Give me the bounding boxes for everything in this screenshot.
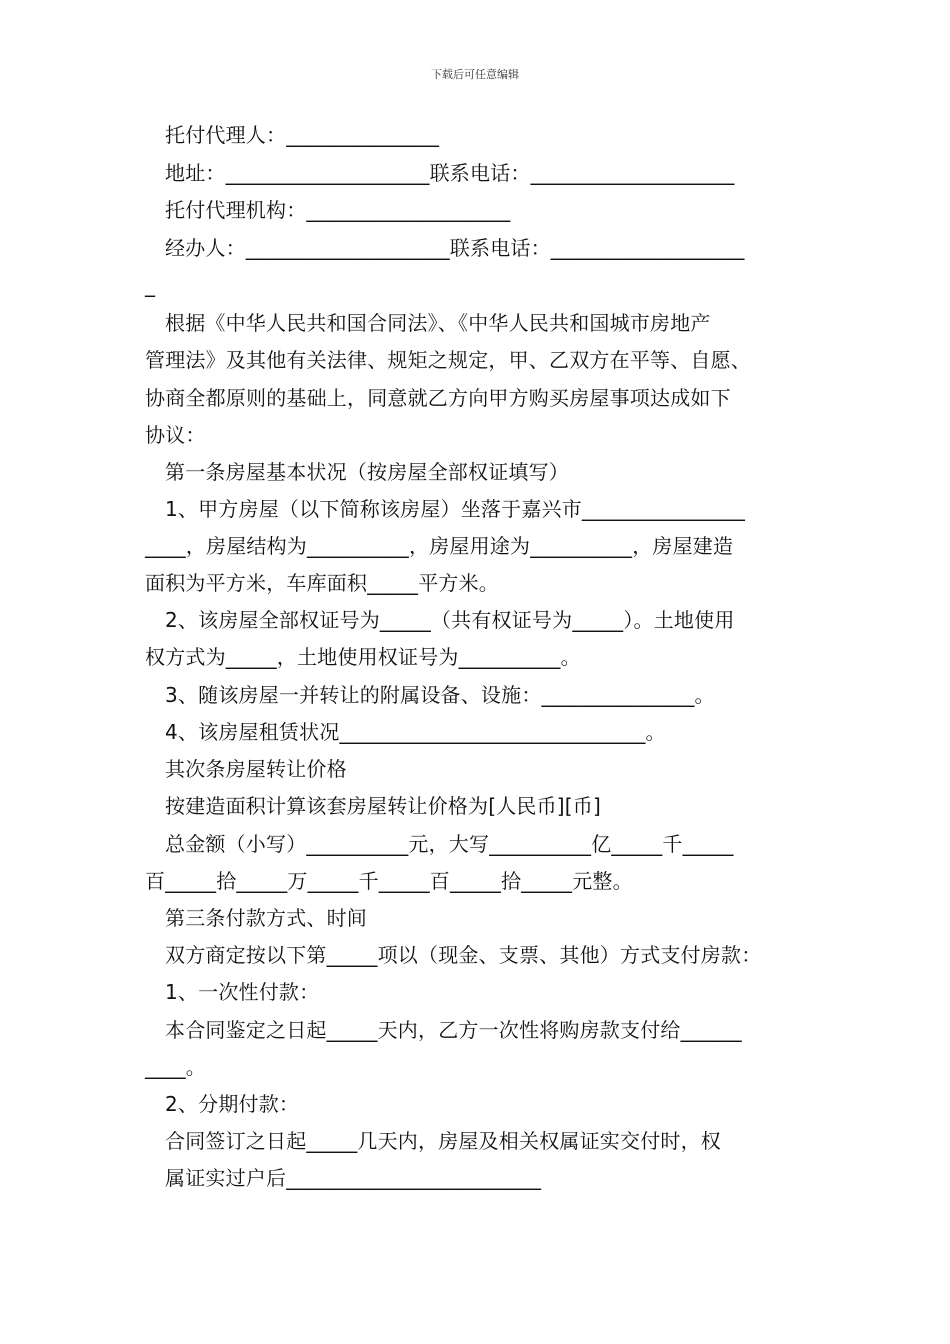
installment-line-1: 合同签订之日起_____几天内，房屋及相关权属证实交付时，权 xyxy=(165,1129,721,1153)
total-amount-line-1: 总金额（小写）__________元，大写__________亿_____千_____ xyxy=(165,832,734,856)
handler-phone-line: 经办人：____________________联系电话：___________________ xyxy=(165,236,745,260)
total-amount-line-2: 百_____拾_____万_____千_____百_____拾_____元整。 xyxy=(145,869,633,893)
agent-line: 托付代理人：_______________ xyxy=(165,123,440,147)
lump-sum-line-2: ____。 xyxy=(145,1055,206,1079)
installment-line-2: 属证实过户后_________________________ xyxy=(165,1166,542,1190)
lump-sum-heading: 1、一次性付款： xyxy=(165,980,320,1004)
preamble-line-2: 管理法》及其他有关法律、规矩之规定，甲、乙双方在平等、自愿、 xyxy=(145,348,751,372)
article-3-heading: 第三条付款方式、时间 xyxy=(165,906,367,930)
preamble-line-4: 协议： xyxy=(145,423,206,447)
item-3-line: 3、随该房屋一并转让的附属设备、设施：_______________。 xyxy=(165,683,715,707)
lump-sum-line-1: 本合同鉴定之日起_____天内，乙方一次性将购房款支付给______ xyxy=(165,1018,742,1042)
handler-phone-line-cont: _ xyxy=(145,273,156,297)
address-phone-line: 地址：____________________联系电话：____________________ xyxy=(165,161,735,185)
agency-line: 托付代理机构：____________________ xyxy=(165,198,511,222)
item-1-line-2: ____，房屋结构为__________，房屋用途为__________，房屋建造 xyxy=(145,534,734,558)
preamble-line-1: 根据《中华人民共和国合同法》、《中华人民共和国城市房地产 xyxy=(165,311,711,335)
installment-heading: 2、分期付款： xyxy=(165,1092,300,1116)
payment-method-line: 双方商定按以下第_____项以（现金、支票、其他）方式支付房款： xyxy=(165,943,762,967)
item-1-line-1: 1、甲方房屋（以下简称该房屋）坐落于嘉兴市________________ xyxy=(165,497,746,521)
item-2-line-1: 2、该房屋全部权证号为_____（共有权证号为_____）。土地使用 xyxy=(165,608,735,632)
article-2-heading: 其次条房屋转让价格 xyxy=(165,757,347,781)
item-1-line-3: 面积为平方米，车库面积_____平方米。 xyxy=(145,571,499,595)
article-1-heading: 第一条房屋基本状况（按房屋全部权证填写） xyxy=(165,460,569,484)
price-basis-line: 按建造面积计算该套房屋转让价格为[人民币][币] xyxy=(165,794,602,818)
page-header: 下载后可任意编辑 xyxy=(431,68,519,81)
preamble-line-3: 协商全都原则的基础上，同意就乙方向甲方购买房屋事项达成如下 xyxy=(145,386,731,410)
item-4-line: 4、该房屋租赁状况______________________________。 xyxy=(165,720,666,744)
item-2-line-2: 权方式为_____，土地使用权证号为__________。 xyxy=(145,645,581,669)
